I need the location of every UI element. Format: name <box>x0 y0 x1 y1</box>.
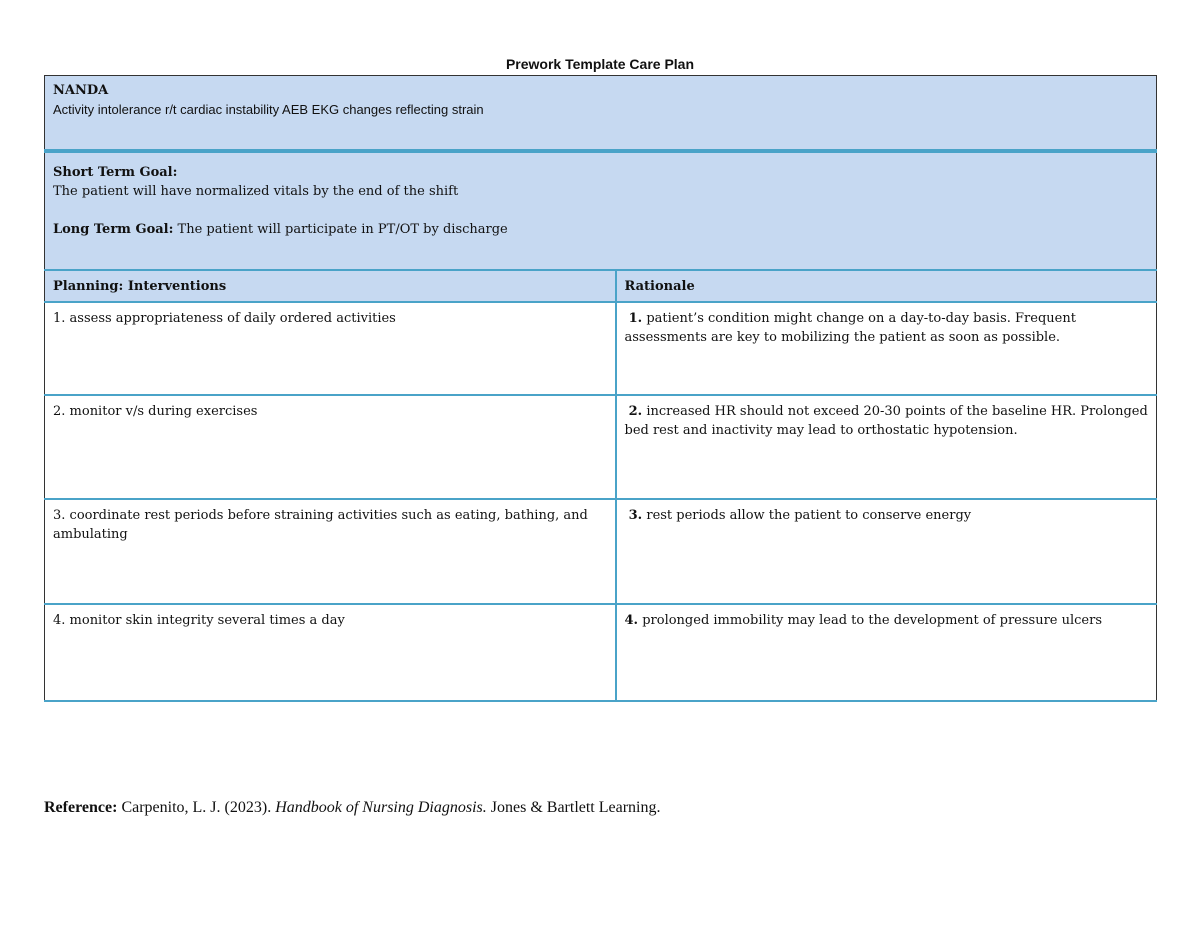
rationale-cell <box>616 302 1157 395</box>
nanda-diagnosis: Activity intolerance r/t cardiac instability AEB EKG changes reflecting strain <box>53 102 484 117</box>
nanda-cell <box>45 76 1157 152</box>
intervention-cell: 3. coordinate rest periods before straining activities such as eating, bathing, and ambulating <box>45 499 616 604</box>
goals-cell <box>45 151 1157 270</box>
intervention-cell: 2. monitor v/s during exercises <box>45 395 616 499</box>
reference-citation <box>44 799 661 817</box>
rationale-cell <box>616 499 1157 604</box>
table-row <box>45 604 1157 701</box>
reference-book-title: Handbook of Nursing Diagnosis. <box>275 799 487 816</box>
long-term-goal-label: Long Term Goal: <box>53 222 174 237</box>
table-header-row <box>45 270 1157 302</box>
rationale-cell <box>616 604 1157 701</box>
intervention-cell: 4. monitor skin integrity several times a day <box>45 604 616 701</box>
reference-label: Reference: <box>44 799 118 816</box>
table-row <box>45 499 1157 604</box>
reference-author: Carpenito, L. J. (2023). <box>117 799 276 816</box>
nanda-label: NANDA <box>53 83 109 98</box>
short-term-goal-text: The patient will have normalized vitals by the end of the shift <box>53 184 459 199</box>
goals-row <box>45 151 1157 270</box>
rationale-header: Rationale <box>616 270 1157 302</box>
care-plan-table <box>44 75 1157 702</box>
rationale-text: patient’s condition might change on a day-to-day basis. Frequent assessments are key to mobilizing the patient as soon as possible. <box>624 311 1076 345</box>
rationale-number: 4. <box>624 613 639 628</box>
intervention-cell: 1. assess appropriateness of daily ordered activities <box>45 302 616 395</box>
rationale-text: rest periods allow the patient to conserve energy <box>642 508 972 523</box>
interventions-header: Planning: Interventions <box>45 270 616 302</box>
short-term-goal-label: Short Term Goal: <box>53 165 178 180</box>
document-title: Prework Template Care Plan <box>505 56 695 72</box>
rationale-number: 2. <box>628 404 643 419</box>
rationale-number: 1. <box>628 311 643 326</box>
rationale-cell <box>616 395 1157 499</box>
table-row <box>45 395 1157 499</box>
long-term-goal-text: The patient will participate in PT/OT by discharge <box>173 222 508 237</box>
rationale-text: prolonged immobility may lead to the development of pressure ulcers <box>638 613 1103 628</box>
table-row <box>45 302 1157 395</box>
nanda-row <box>45 76 1157 152</box>
rationale-number: 3. <box>628 508 643 523</box>
long-term-goal <box>53 220 1148 239</box>
rationale-text: increased HR should not exceed 20-30 points of the baseline HR. Prolonged bed rest and inactivity may lead to orthostatic hypotension. <box>624 404 1148 438</box>
reference-publisher: Jones & Bartlett Learning. <box>486 799 661 816</box>
